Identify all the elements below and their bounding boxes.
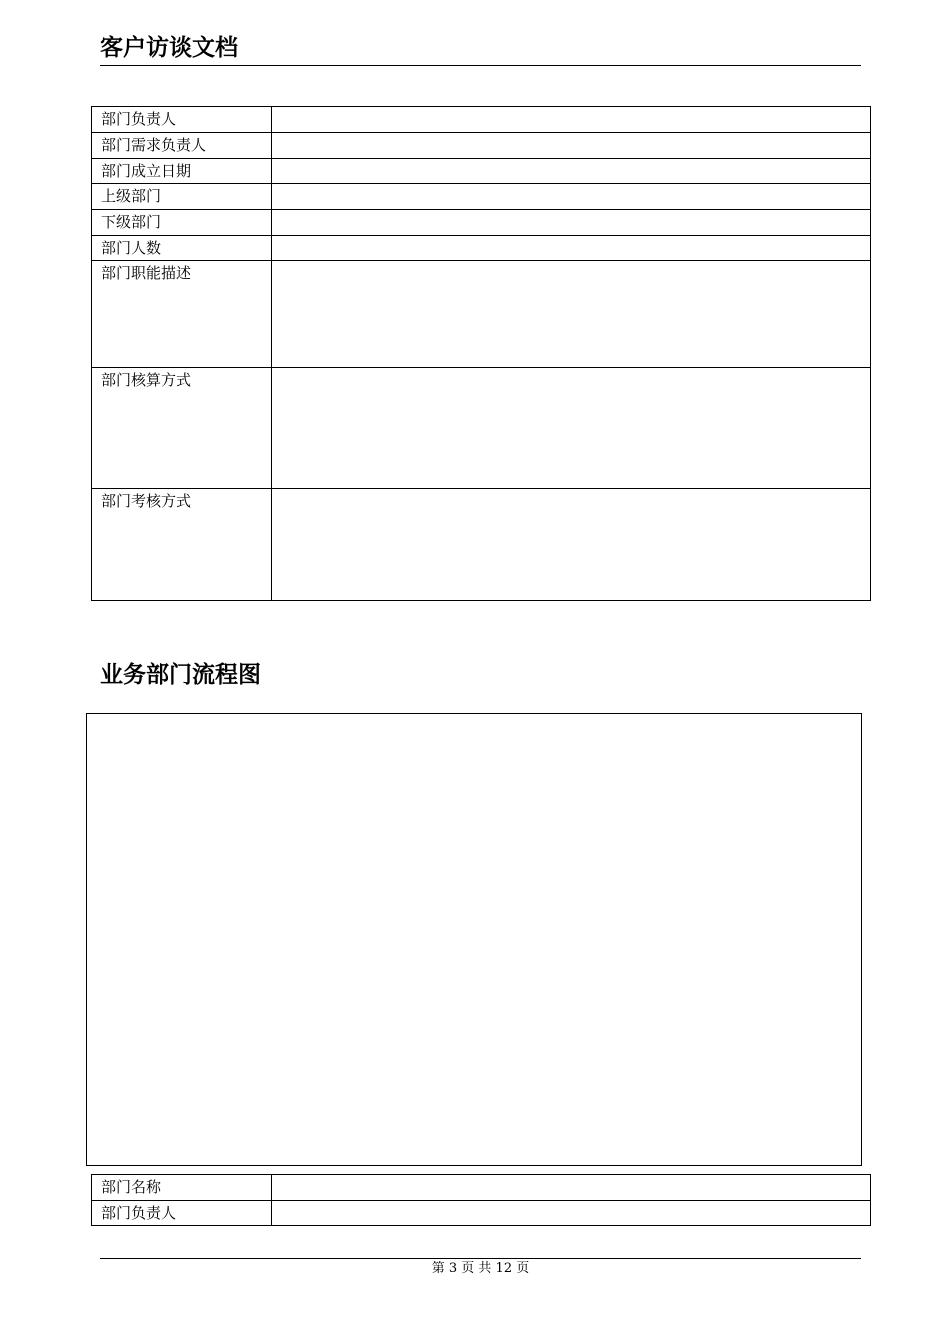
row-value-parent-dept[interactable] [272, 184, 871, 210]
personnel-info-table [91, 1174, 871, 1226]
table-row [92, 368, 871, 489]
row-label-function-desc: 部门职能描述 [92, 261, 272, 368]
flowchart-section-title: 业务部门流程图 [100, 662, 261, 688]
table-row [92, 261, 871, 368]
row-value-requirement-owner[interactable] [272, 133, 871, 159]
row-label-requirement-owner: 部门需求负责人 [92, 133, 272, 159]
row-label-dept-head: 部门负责人 [92, 1201, 272, 1226]
document-header [100, 30, 861, 66]
row-label-assessment-method: 部门考核方式 [92, 489, 272, 601]
row-label-founded-date: 部门成立日期 [92, 159, 272, 184]
page-footer [100, 1258, 861, 1278]
row-value-accounting-method[interactable] [272, 368, 871, 489]
row-label-head: 部门负责人 [92, 107, 272, 133]
table-row [92, 1175, 871, 1201]
table-row [92, 210, 871, 236]
flowchart-canvas[interactable] [86, 713, 862, 1166]
table-row [92, 1201, 871, 1226]
department-info-table [91, 106, 871, 601]
row-value-dept-name[interactable] [272, 1175, 871, 1201]
row-value-headcount[interactable] [272, 236, 871, 261]
row-label-sub-dept: 下级部门 [92, 210, 272, 236]
table-row [92, 107, 871, 133]
table-row [92, 489, 871, 601]
row-value-head[interactable] [272, 107, 871, 133]
row-label-parent-dept: 上级部门 [92, 184, 272, 210]
row-label-dept-name: 部门名称 [92, 1175, 272, 1201]
row-value-assessment-method[interactable] [272, 489, 871, 601]
row-label-accounting-method: 部门核算方式 [92, 368, 272, 489]
table-row [92, 159, 871, 184]
row-value-sub-dept[interactable] [272, 210, 871, 236]
document-title: 客户访谈文档 [100, 35, 238, 61]
table-row [92, 184, 871, 210]
row-value-founded-date[interactable] [272, 159, 871, 184]
page-number: 第 3 页 共 12 页 [431, 1261, 530, 1276]
row-value-dept-head[interactable] [272, 1201, 871, 1226]
table-row [92, 133, 871, 159]
table-row [92, 236, 871, 261]
row-value-function-desc[interactable] [272, 261, 871, 368]
row-label-headcount: 部门人数 [92, 236, 272, 261]
